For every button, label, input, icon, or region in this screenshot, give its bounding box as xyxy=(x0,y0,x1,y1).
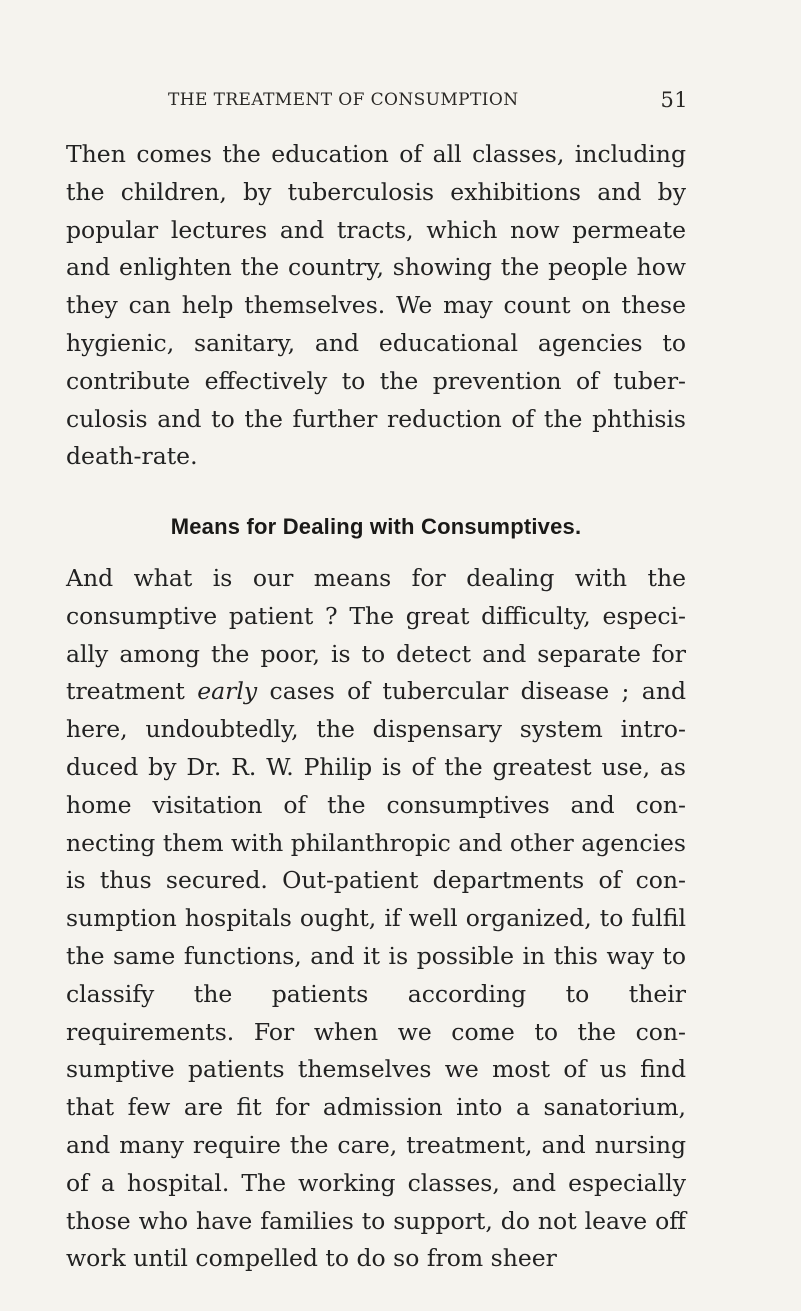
paragraph-means xyxy=(66,560,686,1278)
section-heading: Means for Dealing with Consumptives. xyxy=(170,514,582,540)
emphasis-early: early xyxy=(197,677,258,706)
paragraph-education: Then comes the education of all classes, including the children, by tuberculosis exhibitions and by popular lectures and tracts, which now permeate and enlighten the country, showing the people how they can help themselves. We may count on these hygienic, sanitary, and educational agencies to contribute effectively to the prevention of tuber- culosis and to the further reduction of the phthisis death-rate. xyxy=(66,140,686,471)
running-head xyxy=(168,90,688,114)
running-title: THE TREATMENT OF CONSUMPTION xyxy=(168,90,519,110)
paragraph-means-end: cases of tubercular disease ; and here, undoubtedly, the dispensary system intro- duced by Dr. R. W. Philip is of the greatest use, as home visitation of the consumptives and con- necting them with philanthropic and other agencies is thus secured. Out-patient departments of con- sumption hospitals ought, if well organized, to fulfil the same functions, and it is possible in this way to classify the patients according to their requirements. For when we come to the con- sumptive patients themselves we most of us find that few are fit for admission into a sanatorium, and many require the care, treatment, and nursing of a hospital. The working classes, and especially those who have families to support, do not leave off work until compelled to do so from sheer xyxy=(66,677,686,1273)
body-text xyxy=(66,136,686,1278)
paragraph-means-start: And what is our means for dealing with the consumptive patient ? The great difficulty, especi- ally among the poor, is to detect and separate for treatment xyxy=(66,563,686,706)
page-number: 51 xyxy=(660,88,688,112)
